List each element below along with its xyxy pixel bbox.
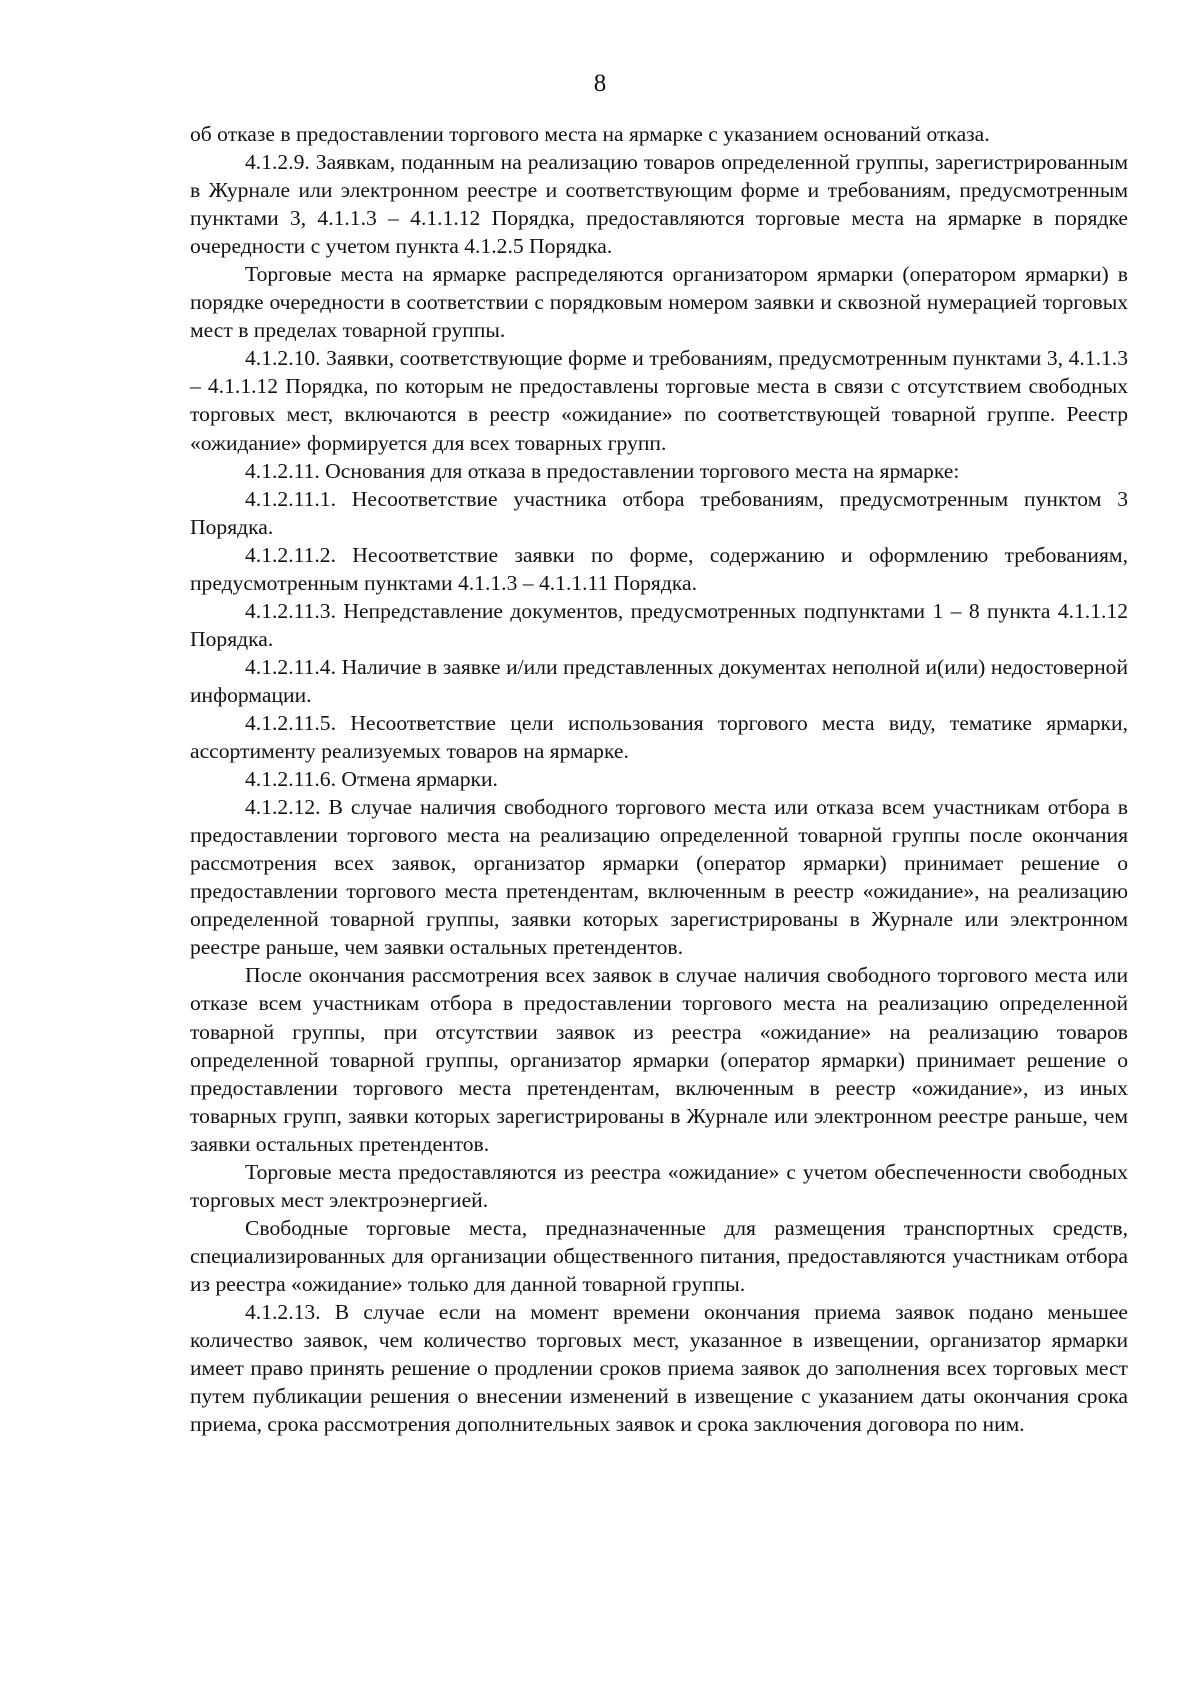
paragraph-4-1-2-9: 4.1.2.9. Заявкам, поданным на реализацию товаров определенной группы, зарегистрированным в Журнале или электронном реестре и соответствующим форме и требованиям, предусмотренным пунктами 3, 4.1.1.3 – 4.1.1.12 Порядка, предоставляются торговые места на ярмарке в порядке очередности с учетом пункта 4.1.2.5 Порядка. [190, 150, 1128, 259]
page-number: 8 [593, 70, 607, 97]
paragraph-4-1-2-11-2: 4.1.2.11.2. Несоответствие заявки по форме, содержанию и оформлению требованиям, предусмотренным пунктами 4.1.1.3 – 4.1.1.11 Порядка. [190, 542, 1128, 595]
paragraph-4-1-2-11: 4.1.2.11. Основания для отказа в предоставлении торгового места на ярмарке: [245, 458, 960, 483]
paragraph-4-1-2-11-6: 4.1.2.11.6. Отмена ярмарки. [245, 767, 498, 792]
paragraph-vehicle-places: Свободные торговые места, предназначенные для размещения транспортных средств, специализированных для организации общественного питания, предоставляются участникам отбора из реестра «ожидание» только для данной товарной группы. [190, 1215, 1128, 1296]
paragraph-4-1-2-11-3: 4.1.2.11.3. Непредставление документов, предусмотренных подпунктами 1 – 8 пункта 4.1.1.12 Порядка. [190, 598, 1128, 651]
paragraph-after-review: После окончания рассмотрения всех заявок в случае наличия свободного торгового места или отказе всем участникам отбора в предоставлении торгового места на реализацию определенной товарной группы, при отсутствии заявок из реестра «ожидание» на реализацию товаров определенной товарной группы, организатор ярмарки (оператор ярмарки) принимает решение о предоставлении торгового места претендентам, включенным в реестр «ожидание», из иных товарных групп, заявки которых зарегистрированы в Журнале или электронном реестре раньше, чем заявки остальных претендентов. [190, 963, 1128, 1156]
paragraph-continuation: об отказе в предоставлении торгового места на ярмарке с указанием оснований отказа. [190, 122, 990, 146]
paragraph-4-1-2-11-5: 4.1.2.11.5. Несоответствие цели использования торгового места виду, тематике ярмарки, ассортименту реализуемых товаров на ярмарке. [190, 710, 1128, 764]
paragraph-4-1-2-11-4: 4.1.2.11.4. Наличие в заявке и/или представленных документах неполной и(или) недостоверной информации. [190, 654, 1128, 707]
paragraph-electricity: Торговые места предоставляются из реестра «ожидание» с учетом обеспеченности свободных торговых мест электроэнергией. [190, 1159, 1128, 1212]
document-body [190, 120, 1128, 1438]
paragraph-4-1-2-10: 4.1.2.10. Заявки, соответствующие форме и требованиям, предусмотренным пунктами 3, 4.1.1.3 – 4.1.1.12 Порядка, по которым не предоставлены торговые места в связи с отсутствием свободных торговых мест, включаются в реестр «ожидание» по соответствующей товарной группе. Реестр «ожидание» формируется для всех товарных групп. [190, 346, 1128, 455]
paragraph-4-1-2-13: 4.1.2.13. В случае если на момент времени окончания приема заявок подано меньшее количество заявок, чем количество торговых мест, указанное в извещении, организатор ярмарки имеет право принять решение о продлении сроков приема заявок до заполнения всех торговых мест путем публикации решения о внесении изменений в извещение с указанием даты окончания срока приема, срока рассмотрения дополнительных заявок и срока заключения договора по ним. [190, 1299, 1128, 1437]
paragraph-distribution-order: Торговые места на ярмарке распределяются организатором ярмарки (оператором ярмарки) в порядке очередности в соответствии с порядковым номером заявки и сквозной нумерацией торговых мест в пределах товарной группы. [190, 262, 1128, 343]
paragraph-4-1-2-12: 4.1.2.12. В случае наличия свободного торгового места или отказа всем участникам отбора в предоставлении торгового места на реализацию определенной товарной группы после окончания рассмотрения всех заявок, организатор ярмарки (оператор ярмарки) принимает решение о предоставлении торгового места претендентам, включенным в реестр «ожидание», на реализацию определенной товарной группы, заявки которых зарегистрированы в Журнале или электронном реестре раньше, чем заявки остальных претендентов. [190, 795, 1128, 960]
paragraph-4-1-2-11-1: 4.1.2.11.1. Несоответствие участника отбора требованиям, предусмотренным пунктом 3 Порядка. [190, 486, 1128, 539]
